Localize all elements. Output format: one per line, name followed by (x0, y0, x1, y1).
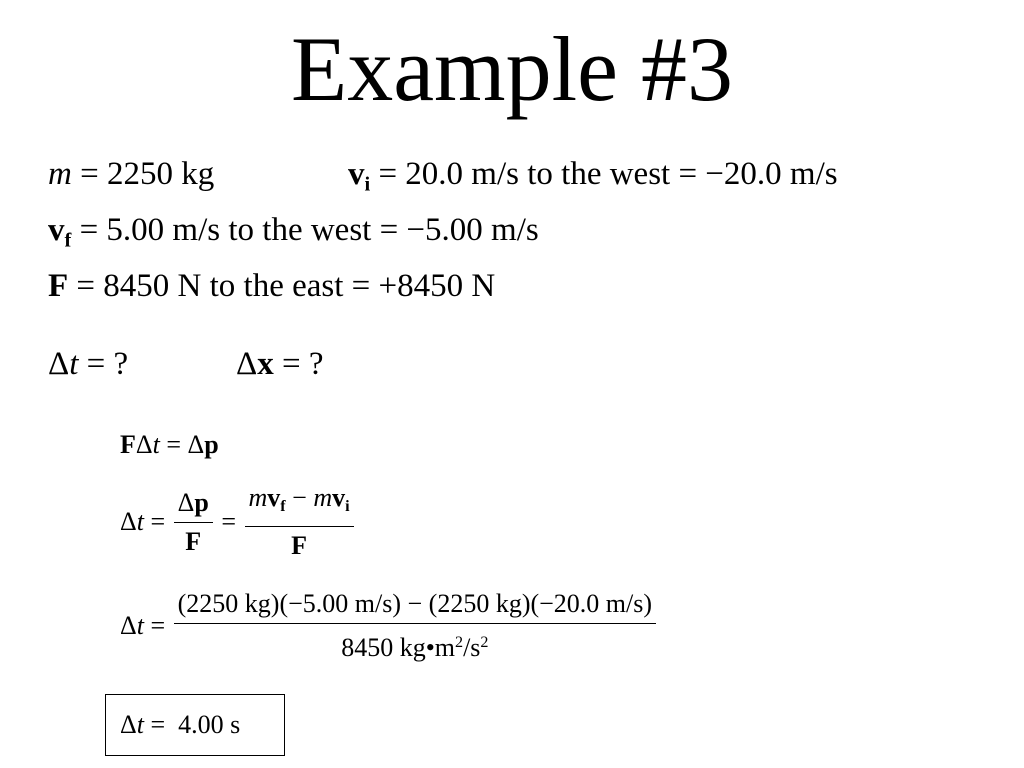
mass-value: 2250 kg (106, 156, 215, 192)
result-text: = 4.00 s (143, 710, 241, 739)
mass-symbol: m (48, 156, 72, 192)
x-symbol: x (257, 346, 274, 382)
unknown-t-text: = ? (78, 346, 129, 382)
denominator-unit: /s (463, 632, 481, 662)
delta-symbol: Δ (48, 346, 70, 382)
vf-subscript: f (64, 229, 72, 252)
delta-symbol: Δ (120, 507, 137, 537)
exponent: 2 (455, 634, 464, 651)
equals-sign: = (143, 507, 172, 537)
t-symbol: t (152, 430, 160, 459)
t-symbol: t (69, 346, 79, 382)
delta-symbol: Δ (187, 430, 205, 459)
final-subscript: f (280, 498, 286, 516)
fraction-numerator (245, 482, 354, 527)
t-symbol: t (136, 710, 144, 739)
unknown-time (48, 344, 128, 384)
fraction-numerator: (2250 kg)(−5.00 m/s) − (2250 kg)(−20.0 m/s) (174, 588, 656, 624)
mass-symbol: m (313, 483, 333, 512)
vf-symbol: v (48, 212, 65, 248)
vi-text: = 20.0 m/s to the west = −20.0 m/s (370, 156, 838, 192)
force-text: = 8450 N to the east = +8450 N (68, 268, 496, 304)
force-symbol: F (48, 268, 69, 304)
impulse-equation (120, 429, 219, 461)
momentum-change-fraction (245, 482, 354, 562)
vi-symbol: v (348, 156, 365, 192)
mass-equals: = (71, 156, 107, 192)
denominator-text: 8450 kg•m (341, 632, 456, 662)
delta-symbol: Δ (177, 487, 195, 517)
momentum-symbol: p (204, 430, 219, 459)
unknown-x-text: = ? (273, 346, 324, 382)
equals-sign: = (143, 610, 172, 640)
vi-subscript: i (364, 173, 371, 196)
fraction-denominator (337, 624, 492, 664)
fraction-numerator (174, 487, 213, 523)
force-symbol: F (120, 430, 136, 459)
slide-title: Example #3 (291, 18, 733, 120)
velocity-symbol: v (332, 483, 346, 512)
force-symbol: F (291, 531, 307, 561)
result-value (120, 709, 240, 741)
vf-text: = 5.00 m/s to the west = −5.00 m/s (71, 212, 539, 248)
given-initial-velocity (348, 154, 838, 205)
momentum-symbol: p (194, 487, 209, 517)
solve-equation (120, 482, 356, 562)
t-symbol: t (136, 507, 144, 537)
equals-sign: = (214, 507, 243, 537)
delta-symbol: Δ (135, 430, 153, 459)
minus-sign: − (285, 483, 314, 512)
given-force (48, 266, 495, 306)
initial-subscript: i (345, 498, 350, 516)
delta-symbol: Δ (120, 710, 137, 739)
fraction-denominator (181, 523, 205, 558)
exponent: 2 (480, 634, 489, 651)
delta-symbol: Δ (236, 346, 258, 382)
substitution-fraction (174, 588, 656, 664)
delta-symbol: Δ (120, 610, 137, 640)
substitution-equation (120, 588, 658, 664)
t-symbol: t (136, 610, 144, 640)
momentum-over-force-fraction (174, 487, 213, 558)
given-mass (48, 154, 214, 194)
unknown-displacement (236, 344, 324, 384)
fraction-denominator (287, 527, 311, 562)
force-symbol: F (185, 526, 202, 556)
equals-sign: = (159, 430, 188, 459)
velocity-symbol: v (267, 483, 281, 512)
given-final-velocity (48, 210, 539, 261)
mass-symbol: m (248, 483, 268, 512)
